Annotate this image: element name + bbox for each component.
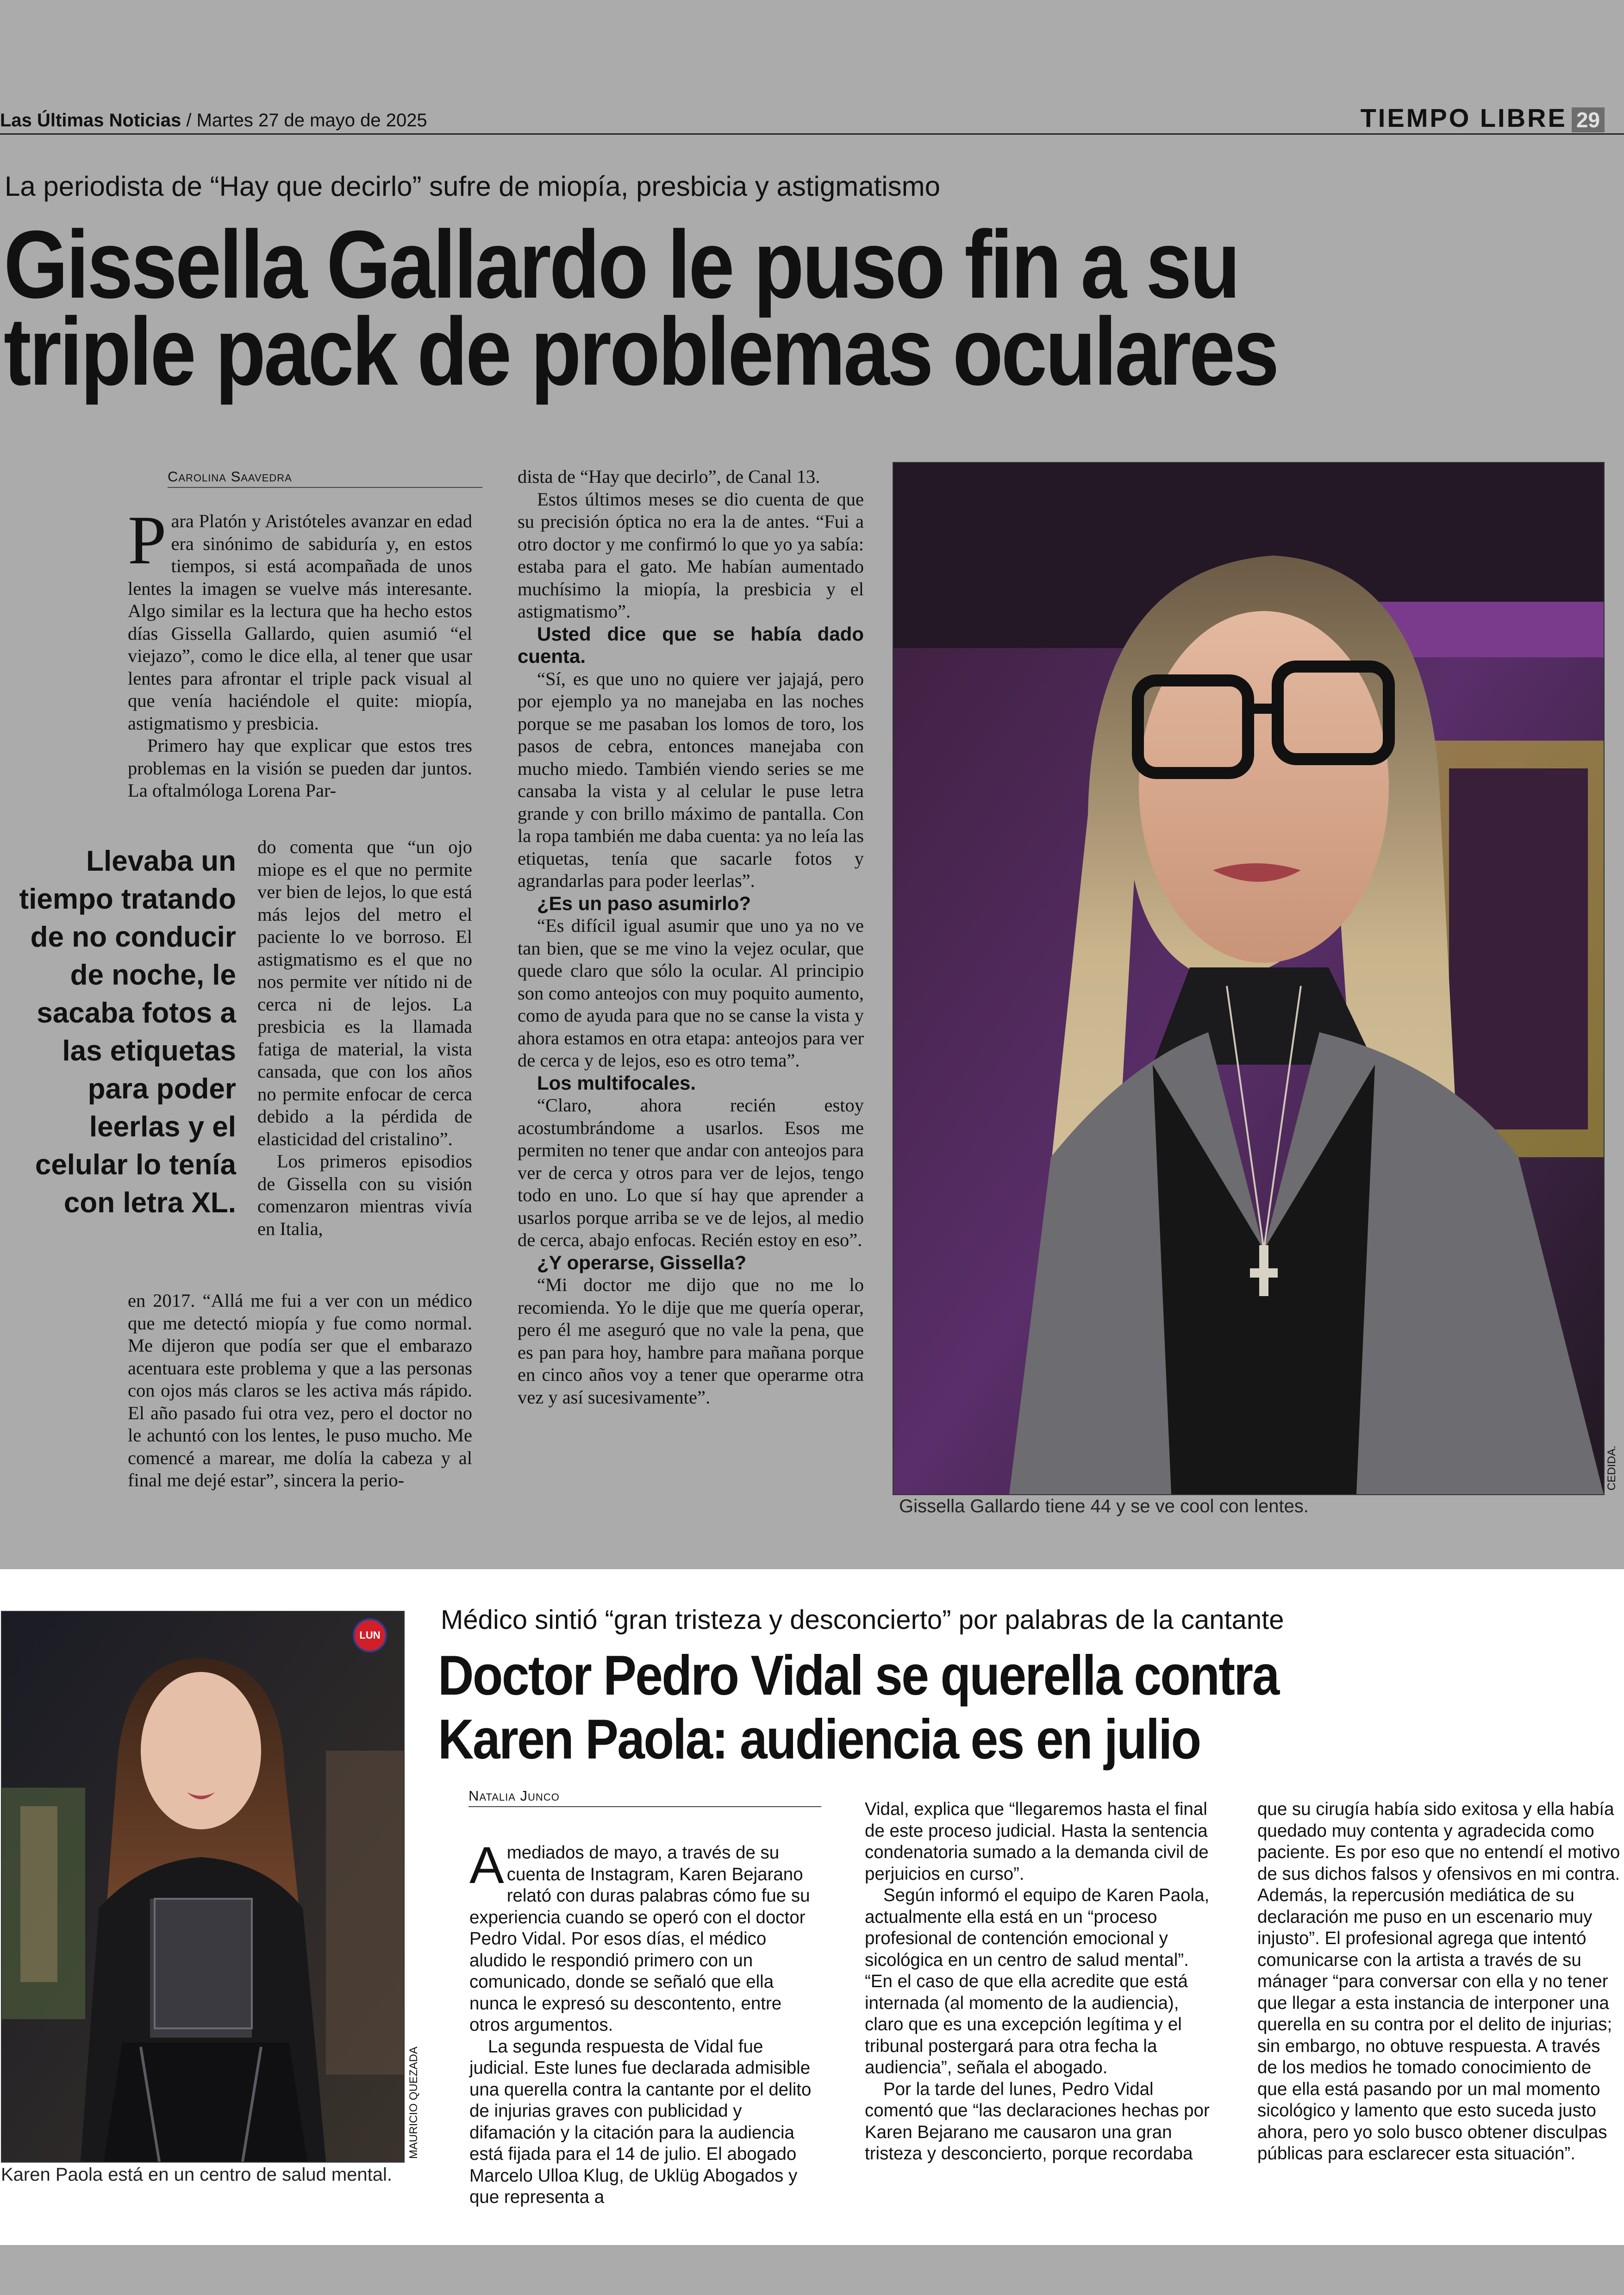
article1-col1-p1: ara Platón y Aristóteles avanzar en edad era sinónimo de sabiduría y, en estos tiempos, si está acompañada de unos lentes la imagen se vuelve más interesante. Algo similar es la lectura que ha hecho estos días Gissella Gallardo, quien asumió “el viejazo”, como le dice ella, al tener que usar lentes para afrontar el triple pack visual al que venía haciéndole el quite: miopía, astigmatismo y presbicia.: [128, 511, 472, 734]
article1-col2: [518, 466, 864, 1409]
article2-headline: [438, 1643, 1279, 1771]
interview-answer-3: “Claro, ahora recién estoy acostumbrándome a usarlos. Esos me permiten no tener que andar con anteojos para ver de cerca y otros para ver de lejos, tengo todo en uno. Lo que sí hay que aprender a usarlos porque arriba se ve de lejos, al medio de cerca, abajo enfocas. Recién estoy en eso”.: [518, 1095, 864, 1250]
article2-col2-p3: Por la tarde del lunes, Pedro Vidal comentó que “las declaraciones hechas por Karen Bejarano me causaron una gran tristeza y desconcierto, porque recordaba: [865, 2079, 1210, 2164]
article2-col2: [865, 1799, 1221, 2165]
article2-col2-p2: Según informó el equipo de Karen Paola, actualmente ella está en un “proceso profesional de contención emocional y sicológica en un centro de salud mental”. “En el caso de que ella acredite que está internada (al momento de la audiencia), claro que es una excepción legítima y el tribunal postergará para otra fecha la audiencia”, señala el abogado.: [865, 1885, 1210, 2077]
article2-col1-p2: La segunda respuesta de Vidal fue judicial. Este lunes fue declarada admisible una querella contra la cantante por el delito de injurias graves con publicidad y difamación y la citación para la audiencia está fijada para el 14 de julio. El abogado Marcelo Ulloa Klug, de Uklüg Abogados y que representa a: [469, 2036, 812, 2207]
article2-headline-line1: Doctor Pedro Vidal se querella contra: [438, 1644, 1279, 1707]
header-rule: [0, 133, 1624, 135]
article1-col2-c2: Estos últimos meses se dio cuenta de que su precisión óptica no era la de antes. “Fui a otro doctor y me confirmó lo que yo ya sabía: estaba para el gato. Me habían aumentado muchísimo la miopía, la presbicia y el astigmatismo”.: [518, 488, 864, 622]
masthead-left: [0, 110, 427, 131]
edition-date: Martes 27 de mayo de 2025: [196, 110, 427, 131]
interview-answer-1: “Sí, es que uno no quiere ver jajajá, pero por ejemplo ya no manejaba en las noches porque se me pasaban los lomos de toro, los pasos de cebra, entonces manejaba con mucho miedo. También viendo series se me cansaba la vista y al celular le puse letra grande y con brillo máximo de pantalla. Con la ropa también me daba cuenta: ya no leía las etiquetas, tenía que sacarle fotos y agrandarlas para poder leerlas”.: [518, 668, 864, 891]
article1-photo: [893, 462, 1605, 1495]
article1-col1-p3-cont: en 2017. “Allá me fui a ver con un médico que me detectó miopía y fue como normal. Me dijeron que podía ser que el embarazo acentuara este problema y que a las personas con ojos más claros se les activa más rápido. El año pasado fui otra vez, pero el doctor no le achuntó con los lentes, le puso mucho. Me comencé a marear, me dolía la cabeza y al final me dejé estar”, sincera la perio-: [128, 1290, 472, 1491]
article2-col2-p1: Vidal, explica que “llegaremos hasta el final de este proceso judicial. Hasta la sentencia condenatoria sumado a la demanda civil de perjuicios en curso”.: [865, 1799, 1209, 1884]
article1-col1-p2-cont: do comenta que “un ojo miope es el que no permite ver bien de lejos, lo que está más lejos del metro el paciente lo ve borroso. El astigmatismo es el que no nos permite ver nítido ni de cerca ni de lejos. La presbicia es la llamada fatiga de material, la vista cansada, que con los años no permite enfocar de cerca debido a la pérdida de elasticidad del cristalino”.: [257, 836, 472, 1149]
page-number: 29: [1572, 107, 1605, 132]
article1-headline: [4, 211, 1278, 405]
article2-kicker: Médico sintió “gran tristeza y desconcierto” por palabras de la cantante: [441, 1605, 1284, 1635]
article2-photo-credit: MAURICIO QUEZADA: [407, 2046, 420, 2159]
article2-photo-caption: Karen Paola está en un centro de salud mental.: [1, 2164, 392, 2185]
lun-logo-badge: LUN: [353, 1618, 387, 1653]
article1-col1-p3: Los primeros episodios de Gissella con su visión comenzaron mientras vivía en Italia,: [257, 1151, 472, 1239]
article1-headline-line1: Gissella Gallardo le puso fin a su: [4, 211, 1239, 318]
article2-dropcap: A: [469, 1836, 504, 1894]
article2-byline: Natalia Junco: [468, 1788, 821, 1807]
interview-answer-2: “Es difícil igual asumir que uno ya no ve tan bien, que se me vino la vejez ocular, que quede claro que sólo la ocular. Al principio son como anteojos con muy poquito aumento, como de ayuda para que no se canse la vista y ahora estamos en otra etapa: anteojos para ver de cerca y de lejos, eso es otro tema”.: [518, 915, 864, 1071]
section-label: [1361, 103, 1605, 133]
article1-col1-mid: [257, 836, 472, 1240]
article2-col1: [469, 1836, 826, 2208]
article1-col1-p2: Primero hay que explicar que estos tres problemas en la visión se pueden dar juntos. La oftalmóloga Lorena Par-: [128, 735, 472, 801]
interview-question-2: ¿Es un paso asumirlo?: [537, 892, 751, 914]
article1-byline: Carolina Saavedra: [168, 468, 482, 488]
article1-headline-line2: triple pack de problemas oculares: [4, 298, 1278, 405]
article2-photo: [1, 1611, 405, 2163]
article1-col1-top: [128, 502, 472, 802]
article2-col3-p1: que su cirugía había sido exitosa y ella había quedado muy contenta y agradecida como paciente. Es por eso que no entendí el motivo de sus dichos falsos y ofensivos en mi contra. Además, la repercusión mediática de su declaración me puso en un escenario muy injusto”. El profesional agrega que intentó comunicarse con la artista a través de su mánager “para conversar con ella y no tener que llegar a esta instancia de interponer una querella en su contra por el delito de injurias; sin embargo, no obtuve respuesta. A través de los medios he tomado conocimiento de que ella está pasando por un mal momento sicológico y lamento que esto suceda justo ahora, pero yo solo busco obtener disculpas públicas para esclarecer esta situación”.: [1257, 1799, 1620, 2164]
interview-question-4: ¿Y operarse, Gissella?: [537, 1251, 747, 1273]
article1-photo-caption: Gissella Gallardo tiene 44 y se ve cool con lentes.: [899, 1496, 1309, 1516]
gissella-portrait-illustration: [893, 463, 1604, 1494]
article1-col1-bottom: [128, 1290, 472, 1492]
newspaper-name: Las Últimas Noticias: [0, 110, 181, 131]
article1-photo-credit: CEDIDA.: [1605, 1445, 1618, 1491]
article2-col1-p1: mediados de mayo, a través de su cuenta de Instagram, Karen Bejarano relató con duras palabras cómo fue su experiencia cuando se operó con el doctor Pedro Vidal. Por esos días, el médico aludido le respondió primero con un comunicado, donde se señaló que ella nunca le expresó su descontento, entre otros argumentos.: [469, 1843, 810, 2035]
article2-headline-line2: Karen Paola: audiencia es en julio: [438, 1708, 1200, 1771]
interview-question-1: Usted dice que se había dado cuenta.: [518, 623, 864, 667]
article2-col3: [1257, 1799, 1623, 2165]
masthead-separator: /: [181, 110, 197, 131]
section-name: TIEMPO LIBRE: [1360, 103, 1567, 132]
karen-paola-photo-illustration: [2, 1612, 404, 2162]
interview-question-3: Los multifocales.: [537, 1072, 696, 1094]
article1-pullquote: Llevaba un tiempo tratando de no conducir de noche, le sacaba fotos a las etiquetas para poder leerlas y el celular lo tenía con letra XL.: [19, 845, 236, 1219]
interview-answer-4: “Mi doctor me dijo que no me lo recomienda. Yo le dije que me quería operar, pero él me aseguró que no vale la pena, que es pan para hoy, hambre para mañana porque en cinco años voy a tener que operarme otra vez y así sucesivamente”.: [518, 1274, 864, 1408]
article1-kicker: La periodista de “Hay que decirlo” sufre de miopía, presbicia y astigmatismo: [5, 171, 940, 202]
article1-col2-c1: dista de “Hay que decirlo”, de Canal 13.: [518, 466, 820, 487]
article1-dropcap: P: [128, 502, 167, 579]
